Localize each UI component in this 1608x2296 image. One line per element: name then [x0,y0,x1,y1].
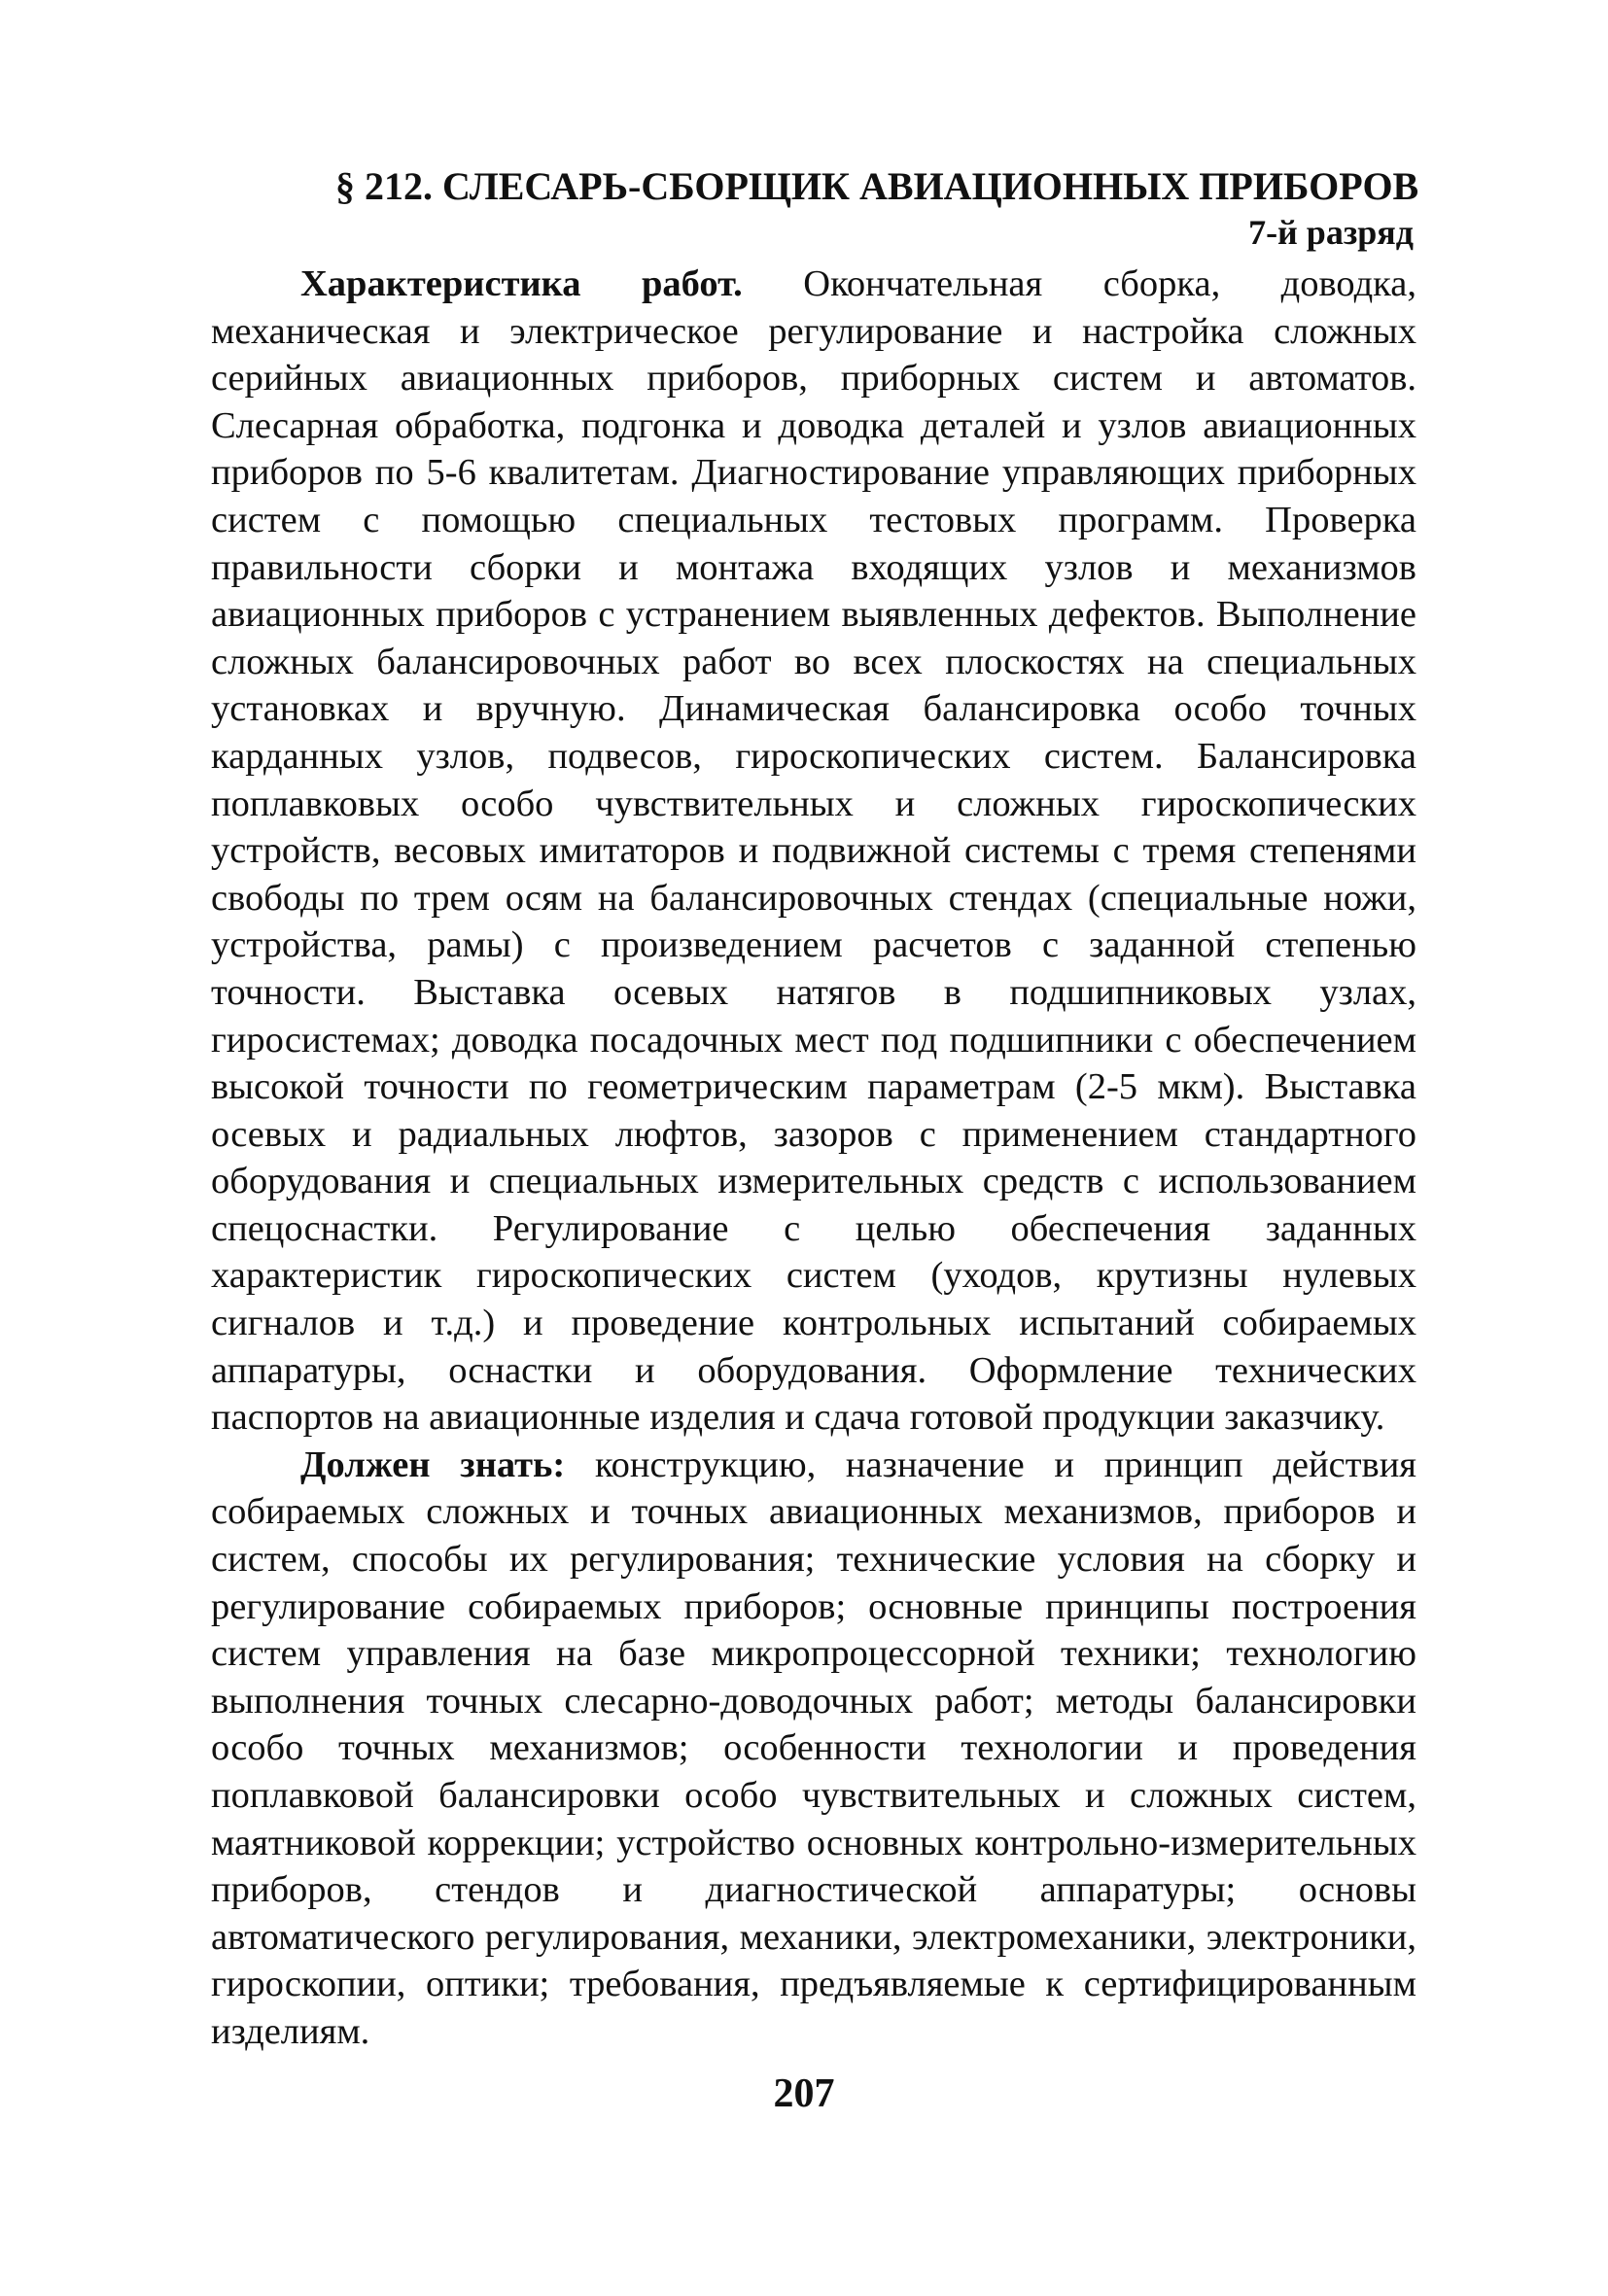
body-text [211,261,1416,2056]
characteristics-heading: Характеристика работ. [300,263,743,304]
characteristics-paragraph [211,261,1416,1442]
grade-label: 7-й разряд [1248,213,1414,252]
knowledge-text: конструкцию, назначение и принцип действия собираемых сложных и точных авиационных механизмов, приборов и систем, способы их регулирования; технические условия на сборку и регулирование собираемых приборов; основные принципы построения систем управления на базе микропроцессорной техники; технологию выполнения точных слесарно-доводочных работ; методы балансировки особо точных механизмов; особенности технологии и проведения поплавковой балансировки особо чувствительных и сложных систем, маятниковой коррекции; устройство основных контрольно-измерительных приборов, стендов и диагностической аппаратуры; основы автоматического регулирования, механики, электромеханики, электроники, гироскопии, оптики; требования, предъявляемые к сертифицированным изделиям. [211,1444,1417,2052]
knowledge-heading: Должен знать: [300,1444,566,1485]
characteristics-text: Окончательная сборка, доводка, механическая и электрическое регулирование и настройка сложных серийных авиационных приборов, приборных систем и автоматов. Слесарная обработка, подгонка и доводка деталей и узлов авиационных приборов по 5-6 квалитетам. Диагностирование управляющих приборных систем с помощью специальных тестовых программ. Проверка правильности сборки и монтажа входящих узлов и механизмов авиационных приборов с устранением выявленных дефектов. Выполнение сложных балансировочных работ во всех плоскостях на специальных установках и вручную. Динамическая балансировка особо точных карданных узлов, подвесов, гироскопических систем. Балансировка поплавковых особо чувствительных и сложных гироскопических устройств, весовых имитаторов и подвижной системы с тремя степенями свободы по трем осям на балансировочных стендах (специальные ножи, устройства, рамы) с произведением расчетов с заданной степенью точности. Выставка осевых натягов в подшипниковых узлах, гиросистемах; доводка посадочных мест под подшипники с обеспечением высокой точности по геометрическим параметрам (2-5 мкм). Выставка осевых и радиальных люфтов, зазоров с применением стандартного оборудования и специальных измерительных средств с использованием спецоснастки. Регулирование с целью обеспечения заданных характеристик гироскопических систем (уходов, крутизны нулевых сигналов и т.д.) и проведение контрольных испытаний собираемых аппаратуры, оснастки и оборудования. Оформление технических паспортов на авиационные изделия и сдача готовой продукции заказчику. [211,263,1416,1439]
page-number: 207 [773,2071,835,2116]
section-title: § 212. СЛЕСАРЬ-СБОРЩИК АВИАЦИОННЫХ ПРИБОРОВ [335,164,1419,208]
knowledge-paragraph [211,1442,1416,2056]
